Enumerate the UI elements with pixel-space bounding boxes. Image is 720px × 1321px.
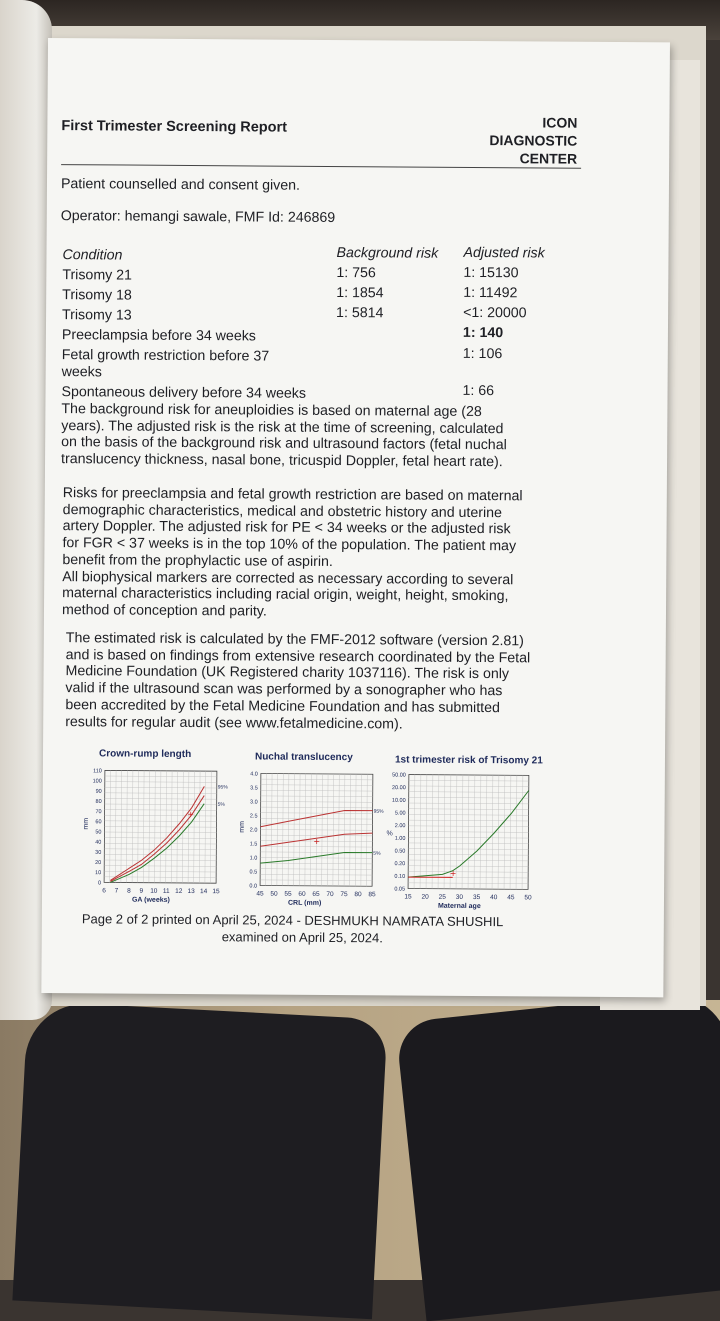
y-tick-label: 5.00: [395, 810, 406, 816]
report-sheet: [41, 38, 670, 997]
row-adjusted: 1: 66: [462, 383, 494, 400]
x-tick-label: 9: [140, 888, 144, 895]
x-tick-label: 45: [256, 890, 264, 897]
row-background: 1: 5814: [336, 305, 383, 322]
y-tick-label: 1.0: [250, 855, 258, 861]
footer-line: examined on April 25, 2024.: [82, 927, 504, 947]
x-tick-label: 50: [524, 894, 532, 901]
y-axis-label: mm: [83, 818, 90, 830]
x-tick-label: 15: [212, 888, 220, 895]
y-tick-label: 60: [95, 819, 101, 825]
x-tick-label: 50: [270, 891, 278, 898]
t21-chart-svg: [382, 754, 553, 915]
row-adjusted: 1: 15130: [463, 265, 518, 282]
x-tick-label: 60: [298, 891, 306, 898]
preeclampsia-paragraph: Risks for preeclampsia and fetal growth restriction are based on maternal demographic characteristics, medical and obstetric history and uterine artery Doppler. The adjusted risk for PE < 34 weeks or the adjusted risk for FGR < 37 weeks is in the top 10% of the population. The patient may benefit from the prophylactic use of aspirin. All biophysical markers are corrected as necessary according to several maternal characteristics including racial origin, weight, height, smoking, method of conception and parity.: [62, 485, 573, 622]
y-tick-label: 2.5: [250, 813, 258, 819]
y-tick-label: 20.00: [392, 785, 406, 791]
chart-title: Nuchal translucency: [255, 751, 353, 763]
y-tick-label: 50: [95, 829, 101, 835]
y-tick-label: 1.5: [250, 841, 258, 847]
row-condition: Preeclampsia before 34 weeks: [62, 327, 256, 345]
x-tick-label: 65: [312, 891, 320, 898]
x-tick-label: 45: [507, 894, 515, 901]
y-tick-label: 2.0: [250, 827, 258, 833]
y-tick-label: 90: [96, 789, 102, 795]
y-tick-label: 110: [93, 768, 102, 774]
x-tick-label: 20: [422, 894, 430, 901]
series-label: 95%: [374, 809, 385, 815]
x-tick-label: 30: [456, 894, 464, 901]
crl-chart: [82, 748, 233, 909]
x-tick-label: 10: [150, 888, 158, 895]
x-tick-label: 75: [340, 891, 348, 898]
y-tick-label: 3.5: [250, 785, 258, 791]
header-background: Background risk: [336, 245, 438, 263]
chart-title: Crown-rump length: [99, 748, 191, 760]
left-leg: [12, 1001, 387, 1319]
y-tick-label: 40: [95, 840, 101, 846]
y-tick-label: 0.20: [395, 861, 406, 867]
measurement-marker: +: [450, 869, 457, 878]
nt-chart-svg: [238, 751, 389, 912]
y-tick-label: 3.0: [250, 799, 258, 805]
footer-line: Page 2 of 2 printed on April 25, 2024 - DESHMUKH NAMRATA SHUSHIL: [82, 910, 504, 930]
header-adjusted: Adjusted risk: [463, 245, 544, 263]
measurement-marker: +: [313, 837, 320, 846]
x-tick-label: 85: [368, 891, 376, 898]
x-tick-label: 55: [284, 891, 292, 898]
x-tick-label: 7: [115, 887, 119, 894]
row-adjusted: <1: 20000: [463, 305, 527, 322]
row-adjusted: 1: 11492: [463, 285, 517, 302]
header-condition: Condition: [62, 247, 122, 264]
x-tick-label: 13: [188, 888, 196, 895]
row-condition: Fetal growth restriction before 37: [62, 347, 270, 365]
page-footer: [82, 910, 504, 947]
row-background: 1: 756: [336, 265, 376, 282]
y-tick-label: 70: [95, 809, 101, 815]
series-line: [110, 795, 204, 882]
y-tick-label: 4.0: [250, 771, 258, 777]
report-title: First Trimester Screening Report: [61, 118, 287, 137]
row-condition: Trisomy 18: [62, 287, 132, 304]
x-tick-label: 70: [326, 891, 334, 898]
series-label: 5%: [218, 802, 226, 808]
t21-chart: [382, 754, 553, 915]
chart-title: 1st trimester risk of Trisomy 21: [395, 754, 543, 766]
y-axis-label: %: [386, 830, 392, 837]
x-tick-label: 12: [175, 888, 183, 895]
row-adjusted: 1: 106: [463, 346, 503, 363]
measurement-marker: +: [187, 810, 194, 819]
y-tick-label: 50.00: [392, 772, 406, 778]
y-tick-label: 0: [98, 880, 101, 886]
y-tick-label: 0.0: [249, 883, 257, 889]
series-label: 95%: [218, 784, 229, 790]
series-label: 5%: [373, 851, 381, 857]
y-tick-label: 80: [96, 799, 102, 805]
software-paragraph: The estimated risk is calculated by the FMF-2012 software (version 2.81) and is based on findings from extensive research coordinated by the Fetal Medicine Foundation (UK Registered charity 1037116). The risk is only valid if the ultrasound scan was performed by a sonographer who has been accredited by the Fetal Medicine Foundation and has submitted results for regular audit (see www.fetalmedicine.com).: [65, 630, 576, 734]
x-tick-label: 8: [127, 888, 131, 895]
x-tick-label: 11: [163, 888, 170, 895]
row-condition: Trisomy 13: [62, 307, 132, 324]
crl-chart-svg: [82, 748, 233, 909]
aneuploidy-paragraph: The background risk for aneuploidies is based on maternal age (28 years). The adjusted risk is the risk at the time of screening, calculated on the basis of the background risk and ultrasound factors (fetal nuchal translucency thickness, nasal bone, tricuspid Doppler, fetal heart rate).: [61, 401, 571, 471]
y-tick-label: 10.00: [392, 798, 406, 804]
y-tick-label: 1.00: [395, 836, 406, 842]
x-tick-label: 15: [404, 894, 412, 901]
x-axis-label: CRL (mm): [288, 900, 321, 907]
consent-text: Patient counselled and consent given.: [61, 176, 300, 195]
series-line: [110, 786, 204, 881]
right-leg: [395, 989, 720, 1321]
x-tick-label: 40: [490, 894, 498, 901]
y-axis-label: mm: [239, 821, 246, 833]
x-axis-label: Maternal age: [438, 903, 481, 910]
x-tick-label: 35: [473, 894, 481, 901]
y-tick-label: 0.5: [250, 869, 258, 875]
x-tick-label: 6: [102, 887, 106, 894]
x-tick-label: 14: [200, 888, 208, 895]
center-name: ICON DIAGNOSTIC CENTER: [447, 113, 577, 168]
y-tick-label: 10: [95, 870, 101, 876]
row-adjusted: 1: 140: [463, 325, 503, 342]
y-tick-label: 0.50: [395, 848, 406, 854]
x-tick-label: 25: [439, 894, 447, 901]
row-condition: Spontaneous delivery before 34 weeks: [61, 384, 306, 403]
y-tick-label: 100: [93, 779, 102, 785]
x-axis-label: GA (weeks): [132, 897, 170, 904]
x-tick-label: 80: [354, 891, 362, 898]
nt-chart: [238, 751, 389, 912]
y-tick-label: 0.10: [394, 874, 405, 880]
y-tick-label: 0.05: [394, 886, 405, 892]
y-tick-label: 20: [95, 860, 101, 866]
row-condition-cont: weeks: [62, 364, 102, 381]
row-background: 1: 1854: [336, 285, 383, 302]
y-tick-label: 2.00: [395, 823, 406, 829]
row-condition: Trisomy 21: [62, 267, 132, 284]
operator-text: Operator: hemangi sawale, FMF Id: 246869: [61, 208, 336, 227]
y-tick-label: 30: [95, 850, 101, 856]
